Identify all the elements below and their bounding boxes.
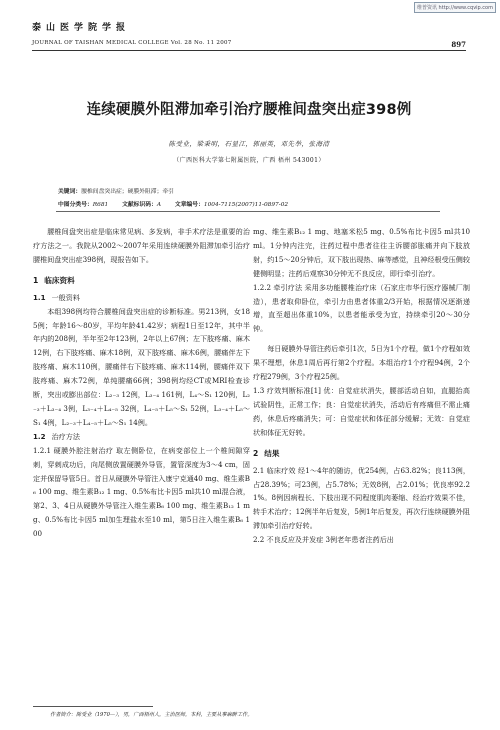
author-list: 陈受业，梁秉明，石显江，郭丽英，邓先举，张海清: [168, 140, 330, 148]
header-rule: [32, 50, 466, 51]
epidural-method-paragraph: 1.2.1 硬膜外腔注射治疗 取左侧卧位，在病变部位上一个椎间隙穿刺，穿刺成功后，向尾侧放置硬膜外导管，置管深度为3～4 cm，固定并保留导管5日。首日从硬膜外导管注入康宁克通40 mg、维生素B₆ 100 mg、维生素B₁₂ 1 mg、0.5%布比卡因5 ml共10 ml混合液，第2、3、4日从硬膜外导管注入维生素B₆ 100 mg、维生素B₁₂ 1 mg、0.5%布比卡因5 ml加生理盐水至10 ml，第5日注入维生素B₆ 100: [33, 445, 250, 539]
article-title: 连续硬膜外阻滞加牵引治疗腰椎间盘突出症398例: [86, 102, 412, 118]
classification-line: [58, 199, 300, 208]
section-heading-1: 1 临床资料: [33, 275, 75, 285]
course-paragraph: 每日硬膜外导管注药后牵引1次，5日为1个疗程，做1个疗程如效果不理想，休息1周后再行第2个疗程。本组治疗1个疗程94例，2个疗程279例，3个疗程25例。: [253, 344, 470, 382]
article-no-value: 1004-7115(2007)11-0897-02: [203, 202, 289, 208]
doc-code-value: A: [156, 202, 162, 208]
continued-paragraph: mg、维生素B₁₂ 1 mg、地塞米松5 mg、0.5%布比卡因5 ml共10 ml。1分钟内注完，注药过程中患者往往主诉腰部胀痛并向下肢放射，约15～20分钟后，双下肢出现热、麻等感觉，且神经根受压侧较健侧明显；注药后观察30分钟无不良反应，即行牵引治疗。: [253, 227, 470, 278]
affiliation: （广西医科大学第七附属医院，广西 梧州 543001）: [173, 157, 325, 164]
subsection-heading-1-2: 1.2 治疗方法: [33, 431, 80, 441]
journal-name-en: JOURNAL OF TAISHAN MEDICAL COLLEGE Vol. 28 No. 11 2007: [32, 40, 232, 46]
efficacy-paragraph: 2.1 临床疗效 经1～4年的随访，优254例，占63.82%；良113例，占28.39%；可23例，占5.78%；无效8例，占2.01%；优良率92.21%。8例因病程长、下肢出现不同程度肌肉萎缩、经治疗效果不佳，转手术治疗；12例半年后复发，5例1年后复发，再次行连续硬膜外阻滞加牵引治疗好转。: [253, 465, 470, 531]
article-no-label: 文章编号：: [174, 202, 204, 208]
traction-method-paragraph: 1.2.2 牵引疗法 采用多功能腰椎治疗床（石家庄市华行医疗器械厂制造），患者取仰卧位，牵引力由患者体重2/3开始，根据情况逐渐递增，直至超出体重10%，以患者能承受为宜，持续牵引20～30分钟。: [253, 282, 470, 334]
keywords-label: 关键词：: [58, 189, 82, 195]
keywords-value: 腰椎间盘突出症；硬膜外阻滞；牵引: [81, 189, 174, 195]
intro-paragraph: 腰椎间盘突出症是临床常见病、多发病，非手术疗法是重要的治疗方法之一。我院从2002～2007年采用连续硬膜外阻滞加牵引治疗腰椎间盘突出症398例，现报告如下。: [33, 227, 250, 264]
criteria-paragraph: 1.3 疗效判断标准[1] 优：自觉症状消失，腰部活动自如，直腿抬高试验阴性，正常工作；良：自觉症状消失，活动后有疼痛但不需止痛药，休息后疼痛消失；可：自觉症状和体征部分缓解；无效：自觉症状和体征无好转。: [253, 385, 470, 437]
footnote-rule: [33, 706, 153, 707]
watermark-stamp: 维普资讯 http://www.cqvip.com: [414, 2, 496, 13]
page-number: 897: [451, 40, 466, 49]
meta-rule: [56, 211, 440, 212]
section-heading-2: 2 结果: [253, 448, 280, 458]
journal-name-cn: 泰山医学院学报: [32, 23, 131, 33]
right-column: [253, 225, 470, 547]
author-footnote: 作者简介：陈受业（1970—），男，广西梧州人，主治医师，本科，主要从事麻醉工作。: [50, 712, 253, 718]
doc-code-label: 文献标识码：: [122, 202, 157, 208]
clc-value: R681: [92, 202, 109, 208]
left-column: [33, 225, 250, 541]
subsection-heading-1-1: 1.1 一般资料: [33, 292, 80, 302]
general-data-paragraph: 本组398例均符合腰椎间盘突出症的诊断标准。男213例，女185例；年龄16～80岁，平均年龄41.42岁；病程1日至12年，其中半年内的208例，半年至2年123例，2年以上67例；左下肢疼痛、麻木12例，右下肢疼痛、麻木18例，双下肢疼痛、麻木6例，腰痛伴左下肢疼痛、麻木110例，腰痛伴右下肢疼痛、麻木114例，腰痛伴双下肢疼痛、麻木72例，单纯腰痛66例；398例均经CT或MRI检查诊断，突出或膨出部位：L₂₋₃ 12例，L₃₋₄ 161例，L₄～S₁ 120例，L₂₋₃＋L₃₋₄ 3例，L₃₋₄＋L₄₋₅ 32例，L₄₋₅＋L₅～S₁ 52例，L₃₋₄＋L₅～S₁ 4例，L₂₋₃＋L₄₋₅＋L₅～S₁ 14例。: [33, 306, 250, 427]
adverse-paragraph: 2.2 不良反应及并发症 3例老年患者注药后出: [253, 535, 394, 545]
clc-label: 中图分类号：: [58, 202, 93, 208]
keywords-line: [58, 186, 174, 195]
